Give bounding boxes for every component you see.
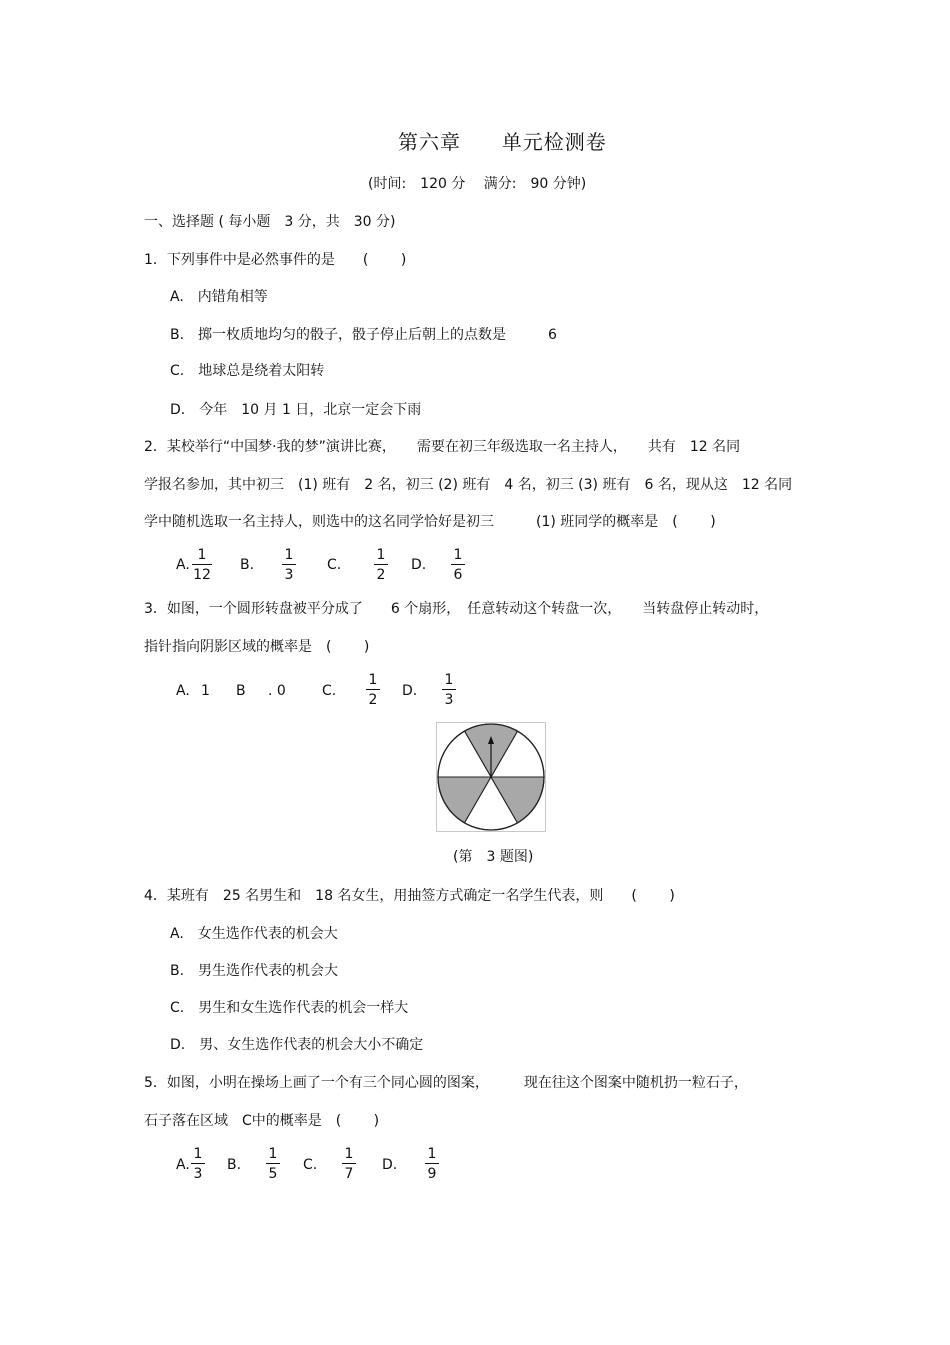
question-5-option-c-label: C. [303, 1157, 318, 1173]
fraction-denominator: 9 [427, 1166, 437, 1182]
question-4-option-b: B. 男生选作代表的机会大 [170, 963, 339, 979]
fraction-denominator: 7 [344, 1166, 354, 1182]
question-5-option-a-fraction [191, 1147, 205, 1181]
question-4-stem: 4．某班有 25 名男生和 18 名女生，用抽签方式确定一名学生代表，则 ( ) [144, 888, 675, 904]
question-2-line-2: 学报名参加，其中初三 (1) 班有 2 名，初三 (2) 班有 4 名，初三 (3) 班有 6 名，现从这 12 名同 [144, 477, 793, 493]
fraction-numerator: 1 [197, 547, 207, 563]
question-3-option-d-fraction [442, 673, 456, 707]
fraction-numerator: 1 [284, 547, 294, 563]
question-5-option-d-fraction [425, 1147, 439, 1181]
exam-info: (时间: 120 分 满分: 90 分钟) [368, 176, 587, 192]
question-3-option-a-label: A. [176, 683, 190, 699]
question-4-option-c: C. 男生和女生选作代表的机会一样大 [170, 1000, 409, 1016]
spinner-figure [436, 722, 546, 832]
question-1-option-c: C. 地球总是绕着太阳转 [170, 363, 325, 379]
fraction-numerator: 1 [268, 1146, 278, 1162]
fraction-numerator: 1 [376, 547, 386, 563]
question-5-line-2: 石子落在区域 C中的概率是 ( ) [144, 1113, 380, 1129]
question-3-option-c-fraction [366, 673, 380, 707]
question-5-option-b-label: B. [227, 1157, 242, 1173]
fraction-denominator: 12 [193, 567, 211, 583]
question-2-option-a-label: A. [176, 557, 190, 573]
question-3-option-b-value: . 0 [268, 683, 286, 699]
question-2-option-c-fraction [374, 548, 388, 582]
question-1-option-b: B. 掷一枚质地均匀的骰子，骰子停止后朝上的点数是 6 [170, 327, 557, 343]
question-3-line-1: 3．如图，一个圆形转盘被平分成了 6 个扇形， 任意转动这个转盘一次， 当转盘停止转动时， [144, 601, 769, 617]
question-3-option-c-label: C. [322, 683, 337, 699]
fraction-denominator: 3 [284, 567, 294, 583]
fraction-denominator: 3 [193, 1166, 203, 1182]
question-3-option-a-value: 1 [201, 683, 210, 699]
question-2-option-b-label: B. [240, 557, 255, 573]
fraction-numerator: 1 [368, 672, 378, 688]
question-2-option-d-label: D. [411, 557, 427, 573]
question-2-line-3: 学中随机选取一名主持人，则选中的这名同学恰好是初三 (1) 班同学的概率是 ( ) [144, 514, 716, 530]
fraction-denominator: 2 [376, 567, 386, 583]
fraction-denominator: 2 [368, 692, 378, 708]
question-1-option-d: D. 今年 10 月 1 日，北京一定会下雨 [170, 402, 422, 418]
question-3-option-d-label: D. [402, 683, 418, 699]
question-2-option-a-fraction [192, 548, 212, 582]
fraction-denominator: 5 [268, 1166, 278, 1182]
fraction-denominator: 3 [444, 692, 454, 708]
chapter-label: 第六章 [398, 130, 461, 154]
question-2-option-c-label: C. [327, 557, 342, 573]
question-5-option-d-label: D. [382, 1157, 398, 1173]
question-5-line-1: 5．如图，小明在操场上画了一个有三个同心圆的图案， 现在往这个图案中随机扔一粒石子， [144, 1075, 748, 1091]
fraction-numerator: 1 [453, 547, 463, 563]
page-title [398, 132, 607, 152]
question-1-option-a: A. 内错角相等 [170, 289, 268, 305]
fraction-numerator: 1 [427, 1146, 437, 1162]
question-2-option-d-fraction [451, 548, 465, 582]
question-4-option-a: A. 女生选作代表的机会大 [170, 926, 338, 942]
question-5-option-a-label: A. [176, 1157, 190, 1173]
question-3-option-b-label: B [236, 683, 246, 699]
question-3-line-2: 指针指向阴影区域的概率是 ( ) [144, 639, 370, 655]
question-5-option-c-fraction [342, 1147, 356, 1181]
fraction-denominator: 6 [453, 567, 463, 583]
fraction-numerator: 1 [193, 1146, 203, 1162]
figure-3-caption: (第 3 题图) [453, 849, 534, 865]
question-4-option-d: D. 男、女生选作代表的机会大小不确定 [170, 1037, 424, 1053]
section-heading: 一、选择题 ( 每小题 3 分，共 30 分) [144, 214, 396, 230]
question-2-line-1: 2．某校举行“中国梦·我的梦”演讲比赛， 需要在初三年级选取一名主持人， 共有 12 名同 [144, 439, 741, 455]
question-1-stem: 1．下列事件中是必然事件的是 ( ) [144, 252, 407, 268]
fraction-numerator: 1 [444, 672, 454, 688]
question-2-option-b-fraction [282, 548, 296, 582]
fraction-numerator: 1 [344, 1146, 354, 1162]
question-5-option-b-fraction [266, 1147, 280, 1181]
test-name: 单元检测卷 [501, 130, 607, 154]
